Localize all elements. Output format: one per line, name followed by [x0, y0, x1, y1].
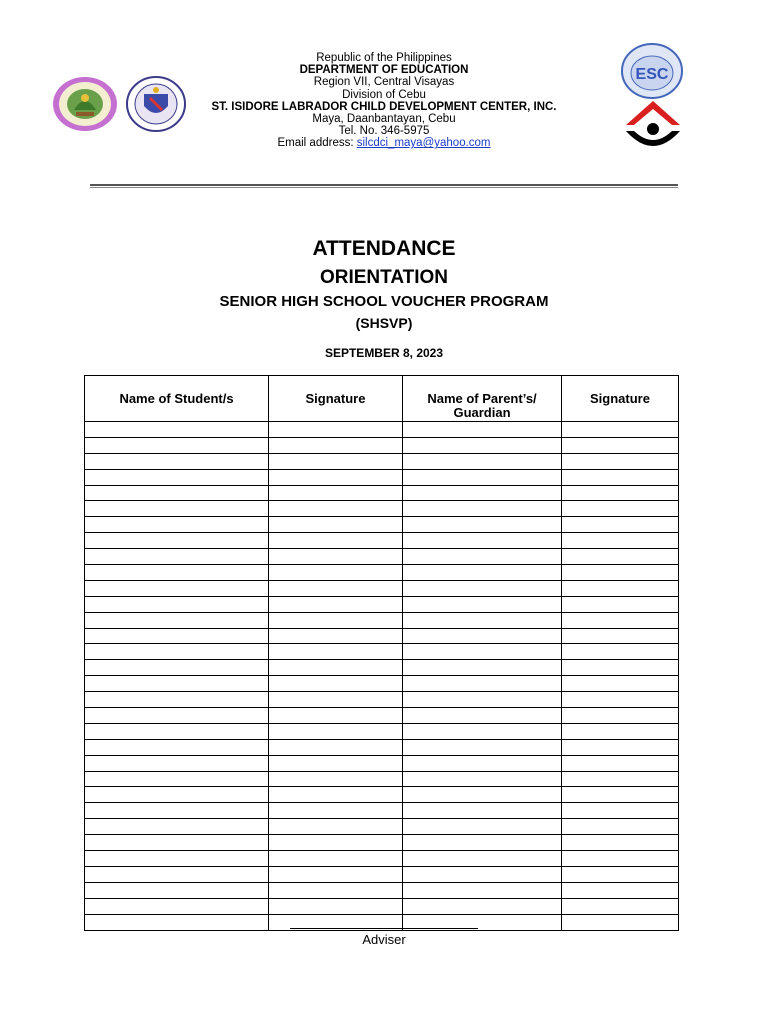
parent-name-cell[interactable]	[403, 803, 562, 819]
table-row	[85, 803, 679, 819]
student-signature-cell[interactable]	[269, 755, 403, 771]
parent-signature-cell[interactable]	[562, 596, 679, 612]
attendance-table	[84, 375, 679, 931]
student-name-cell[interactable]	[85, 692, 269, 708]
parent-signature-cell[interactable]	[562, 914, 679, 930]
table-row	[85, 771, 679, 787]
student-name-cell[interactable]	[85, 708, 269, 724]
parent-signature-cell[interactable]	[562, 676, 679, 692]
student-name-cell[interactable]	[85, 644, 269, 660]
student-name-cell[interactable]	[85, 755, 269, 771]
column-header-student-signature: Signature	[269, 376, 403, 422]
table-row	[85, 819, 679, 835]
adviser-label: Adviser	[362, 932, 406, 947]
parent-name-cell[interactable]	[403, 517, 562, 533]
student-name-cell[interactable]	[85, 739, 269, 755]
parent-signature-cell[interactable]	[562, 898, 679, 914]
student-name-cell[interactable]	[85, 882, 269, 898]
table-row	[85, 882, 679, 898]
student-signature-cell[interactable]	[269, 565, 403, 581]
student-signature-cell[interactable]	[269, 866, 403, 882]
parent-signature-cell[interactable]	[562, 565, 679, 581]
table-body	[85, 422, 679, 931]
table-row	[85, 835, 679, 851]
table-row	[85, 644, 679, 660]
parent-signature-cell[interactable]	[562, 739, 679, 755]
table-row	[85, 437, 679, 453]
parent-name-cell[interactable]	[403, 739, 562, 755]
student-name-cell[interactable]	[85, 628, 269, 644]
table-row	[85, 501, 679, 517]
house-emblem-logo	[622, 99, 684, 155]
header-divider-thin	[90, 187, 678, 188]
student-name-cell[interactable]	[85, 533, 269, 549]
parent-signature-cell[interactable]	[562, 835, 679, 851]
table-row	[85, 787, 679, 803]
esc-seal-logo	[621, 43, 683, 99]
student-signature-cell[interactable]	[269, 612, 403, 628]
table-row	[85, 533, 679, 549]
parent-signature-cell[interactable]	[562, 644, 679, 660]
esc-logo-text: ESC	[635, 66, 669, 83]
student-name-cell[interactable]	[85, 676, 269, 692]
parent-name-cell[interactable]	[403, 549, 562, 565]
parent-name-cell[interactable]	[403, 565, 562, 581]
student-signature-cell[interactable]	[269, 644, 403, 660]
student-signature-cell[interactable]	[269, 628, 403, 644]
student-signature-cell[interactable]	[269, 517, 403, 533]
table-row	[85, 898, 679, 914]
parent-name-cell[interactable]	[403, 692, 562, 708]
student-name-cell[interactable]	[85, 851, 269, 867]
parent-name-cell[interactable]	[403, 612, 562, 628]
student-name-cell[interactable]	[85, 803, 269, 819]
parent-name-cell[interactable]	[403, 898, 562, 914]
student-signature-cell[interactable]	[269, 882, 403, 898]
parent-signature-cell[interactable]	[562, 803, 679, 819]
parent-name-cell[interactable]	[403, 501, 562, 517]
parent-name-cell[interactable]	[403, 580, 562, 596]
student-name-cell[interactable]	[85, 898, 269, 914]
student-signature-cell[interactable]	[269, 437, 403, 453]
parent-name-cell[interactable]	[403, 469, 562, 485]
table-row	[85, 453, 679, 469]
student-signature-cell[interactable]	[269, 803, 403, 819]
student-signature-cell[interactable]	[269, 692, 403, 708]
student-signature-cell[interactable]	[269, 580, 403, 596]
student-name-cell[interactable]	[85, 453, 269, 469]
parent-signature-cell[interactable]	[562, 882, 679, 898]
table-row	[85, 422, 679, 438]
parent-name-cell[interactable]	[403, 533, 562, 549]
header-region: Region VII, Central Visayas	[313, 76, 455, 89]
header-republic: Republic of the Philippines	[316, 52, 452, 64]
table-row	[85, 723, 679, 739]
parent-signature-cell[interactable]	[562, 469, 679, 485]
parent-name-cell[interactable]	[403, 437, 562, 453]
student-name-cell[interactable]	[85, 835, 269, 851]
parent-name-cell[interactable]	[403, 453, 562, 469]
student-signature-cell[interactable]	[269, 851, 403, 867]
student-signature-cell[interactable]	[269, 787, 403, 803]
title-attendance: ATTENDANCE	[312, 237, 456, 260]
table-row	[85, 565, 679, 581]
parent-name-cell[interactable]	[403, 819, 562, 835]
table-row	[85, 469, 679, 485]
student-signature-cell[interactable]	[269, 469, 403, 485]
header-address: Maya, Daanbantayan, Cebu	[312, 113, 456, 126]
parent-signature-cell[interactable]	[562, 851, 679, 867]
student-name-cell[interactable]	[85, 517, 269, 533]
parent-name-cell[interactable]	[403, 755, 562, 771]
header-telephone: Tel. No. 346-5975	[338, 125, 430, 138]
student-name-cell[interactable]	[85, 612, 269, 628]
parent-name-cell[interactable]	[403, 866, 562, 882]
table-row	[85, 755, 679, 771]
student-name-cell[interactable]	[85, 866, 269, 882]
student-name-cell[interactable]	[85, 723, 269, 739]
parent-signature-cell[interactable]	[562, 533, 679, 549]
header-school-name: ST. ISIDORE LABRADOR CHILD DEVELOPMENT CENTER, INC.	[211, 100, 557, 113]
letterhead	[150, 52, 618, 150]
student-signature-cell[interactable]	[269, 453, 403, 469]
parent-name-cell[interactable]	[403, 644, 562, 660]
table-row	[85, 485, 679, 501]
parent-signature-cell[interactable]	[562, 787, 679, 803]
parent-name-cell[interactable]	[403, 787, 562, 803]
table-row	[85, 580, 679, 596]
parent-signature-cell[interactable]	[562, 437, 679, 453]
student-signature-cell[interactable]	[269, 676, 403, 692]
title-orientation: ORIENTATION	[319, 267, 449, 288]
parent-name-cell[interactable]	[403, 771, 562, 787]
parent-signature-cell[interactable]	[562, 485, 679, 501]
parent-signature-cell[interactable]	[562, 660, 679, 676]
student-signature-cell[interactable]	[269, 819, 403, 835]
parent-name-cell[interactable]	[403, 851, 562, 867]
student-signature-cell[interactable]	[269, 708, 403, 724]
table-header-row	[85, 376, 679, 422]
table-row	[85, 708, 679, 724]
student-name-cell[interactable]	[85, 565, 269, 581]
parent-name-cell[interactable]	[403, 723, 562, 739]
student-signature-cell[interactable]	[269, 422, 403, 438]
parent-name-cell[interactable]	[403, 882, 562, 898]
table-row	[85, 596, 679, 612]
student-name-cell[interactable]	[85, 660, 269, 676]
student-signature-cell[interactable]	[269, 771, 403, 787]
email-link[interactable]: silcdci_maya@yahoo.com	[356, 137, 491, 150]
parent-signature-cell[interactable]	[562, 612, 679, 628]
parent-signature-cell[interactable]	[562, 517, 679, 533]
title-program: SENIOR HIGH SCHOOL VOUCHER PROGRAM	[219, 293, 549, 310]
student-name-cell[interactable]	[85, 469, 269, 485]
header-division: Division of Cebu	[342, 88, 426, 101]
student-name-cell[interactable]	[85, 819, 269, 835]
parent-signature-cell[interactable]	[562, 755, 679, 771]
student-name-cell[interactable]	[85, 501, 269, 517]
student-name-cell[interactable]	[85, 422, 269, 438]
table-row	[85, 628, 679, 644]
column-header-student-name: Name of Student/s	[85, 376, 269, 422]
parent-signature-cell[interactable]	[562, 866, 679, 882]
parent-signature-cell[interactable]	[562, 819, 679, 835]
table-row	[85, 739, 679, 755]
parent-name-cell[interactable]	[403, 835, 562, 851]
student-name-cell[interactable]	[85, 596, 269, 612]
student-signature-cell[interactable]	[269, 835, 403, 851]
parent-name-cell[interactable]	[403, 660, 562, 676]
parent-signature-cell[interactable]	[562, 692, 679, 708]
student-name-cell[interactable]	[85, 914, 269, 930]
parent-signature-cell[interactable]	[562, 422, 679, 438]
parent-name-cell[interactable]	[403, 676, 562, 692]
table-row	[85, 612, 679, 628]
parent-signature-cell[interactable]	[562, 771, 679, 787]
student-signature-cell[interactable]	[269, 723, 403, 739]
adviser-signature-line	[290, 928, 478, 929]
parent-signature-cell[interactable]	[562, 580, 679, 596]
parent-name-cell[interactable]	[403, 485, 562, 501]
parent-name-cell[interactable]	[403, 596, 562, 612]
header-department: DEPARTMENT OF EDUCATION	[299, 64, 469, 77]
student-signature-cell[interactable]	[269, 501, 403, 517]
table-row	[85, 676, 679, 692]
parent-signature-cell[interactable]	[562, 628, 679, 644]
column-header-parent-name: Name of Parent’s/ Guardian	[403, 376, 562, 422]
table-row	[85, 692, 679, 708]
student-signature-cell[interactable]	[269, 739, 403, 755]
student-signature-cell[interactable]	[269, 660, 403, 676]
parent-name-cell[interactable]	[403, 708, 562, 724]
parent-signature-cell[interactable]	[562, 453, 679, 469]
parent-signature-cell[interactable]	[562, 723, 679, 739]
parent-signature-cell[interactable]	[562, 708, 679, 724]
student-name-cell[interactable]	[85, 771, 269, 787]
school-seal-logo	[52, 76, 118, 132]
event-date: SEPTEMBER 8, 2023	[324, 346, 444, 360]
student-name-cell[interactable]	[85, 485, 269, 501]
student-name-cell[interactable]	[85, 437, 269, 453]
parent-name-cell[interactable]	[403, 628, 562, 644]
table-row	[85, 866, 679, 882]
column-header-parent-signature: Signature	[562, 376, 679, 422]
student-name-cell[interactable]	[85, 580, 269, 596]
parent-signature-cell[interactable]	[562, 549, 679, 565]
table-row	[85, 851, 679, 867]
email-label: Email address:	[277, 137, 357, 150]
table-row	[85, 660, 679, 676]
parent-name-cell[interactable]	[403, 422, 562, 438]
title-acronym: (SHSVP)	[355, 315, 413, 331]
header-divider	[90, 184, 678, 186]
student-name-cell[interactable]	[85, 787, 269, 803]
student-name-cell[interactable]	[85, 549, 269, 565]
parent-signature-cell[interactable]	[562, 501, 679, 517]
table-row	[85, 549, 679, 565]
header-email-row	[150, 137, 618, 149]
student-signature-cell[interactable]	[269, 533, 403, 549]
student-signature-cell[interactable]	[269, 596, 403, 612]
student-signature-cell[interactable]	[269, 898, 403, 914]
table-row	[85, 517, 679, 533]
student-signature-cell[interactable]	[269, 485, 403, 501]
student-signature-cell[interactable]	[269, 549, 403, 565]
